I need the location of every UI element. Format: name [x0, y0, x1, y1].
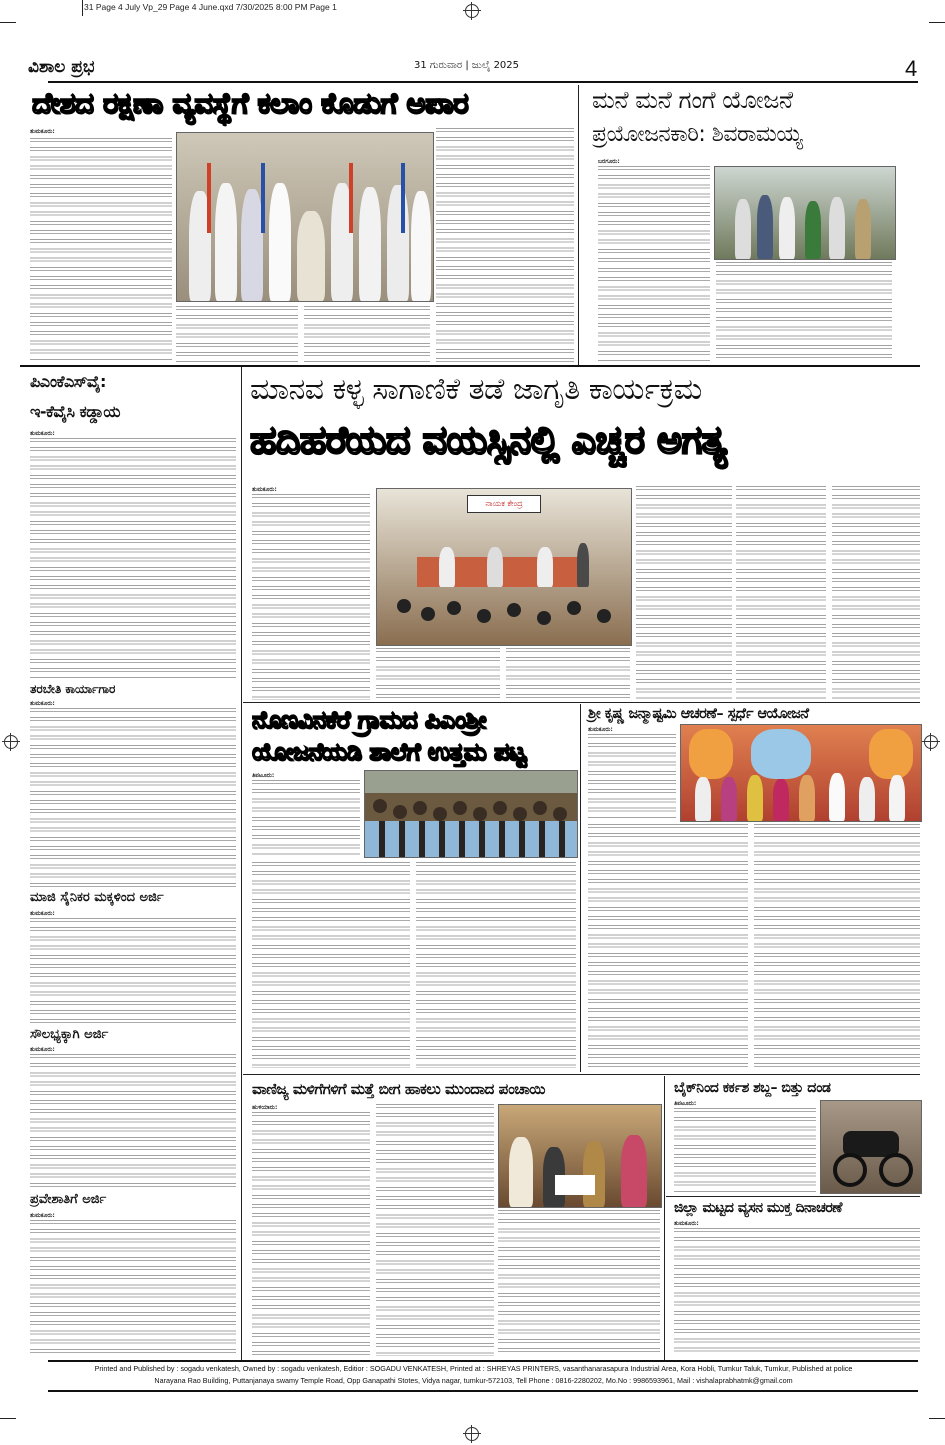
column-divider — [664, 1076, 665, 1362]
exsoldier-dateline: ತುಮಕೂರು: — [30, 910, 55, 917]
facility-headline: ಸೌಲಭ್ಯಕ್ಕಾಗಿ ಅರ್ಜಿ — [30, 1027, 109, 1042]
panchayat-body-col2 — [376, 1104, 494, 1356]
deaddiction-headline: ಜಿಲ್ಲಾ ಮಟ್ಟದ ವ್ಯಸನ ಮುಕ್ತ ದಿನಾಚರಣೆ — [674, 1200, 842, 1216]
deaddiction-body — [674, 1228, 920, 1356]
kalam-body-col4 — [436, 128, 574, 362]
ganga-photo — [714, 166, 896, 260]
registration-mark-icon — [465, 1427, 479, 1441]
panchayat-headline: ವಾಣಿಜ್ಯ ಮಳಿಗೆಗಳಿಗೆ ಮತ್ತೆ ಬೀಗ ಹಾಕಲು ಮುಂದಾದ ಪಂಚಾಯಿ — [252, 1080, 545, 1098]
school-body-col1a — [252, 780, 360, 856]
panchayat-photo — [498, 1104, 662, 1208]
facility-body — [30, 1054, 236, 1188]
bike-headline: ಬೈಕ್‌ನಿಂದ ಕರ್ಕಶ ಶಬ್ದ– ಬಿತ್ತು ದಂಡ — [674, 1080, 831, 1096]
section-rule — [20, 365, 920, 367]
imprint-footer — [26, 1363, 921, 1387]
registration-mark-icon — [465, 4, 479, 18]
trafficking-headline-line1: ಮಾನವ ಕಳ್ಳ ಸಾಗಾಣಿಕೆ ತಡೆ ಜಾಗೃತಿ ಕಾರ್ಯಕ್ರಮ — [250, 372, 702, 407]
kalam-dateline: ತುಮಕೂರು: — [30, 128, 55, 135]
pmkisan-dateline: ತುಮಕೂರು: — [30, 430, 55, 437]
ganga-dateline: ಬರಗೂರು: — [598, 158, 620, 165]
photo-banner: ನಾಯಕ ಕೇಂದ್ರ — [467, 495, 541, 513]
admission-body — [30, 1220, 236, 1356]
ganga-body-col1 — [598, 166, 710, 262]
pmkisan-headline-line1: ಪಿಎಂಕೆಎಸ್‌ವೈ: — [30, 372, 106, 391]
kalam-photo — [176, 132, 434, 302]
pmkisan-body — [30, 438, 236, 678]
exsoldier-headline: ಮಾಜಿ ಸೈನಿಕರ ಮಕ್ಕಳಿಂದ ಅರ್ಜಿ — [30, 890, 164, 905]
page-number: 4 — [905, 56, 918, 81]
trafficking-body-col5 — [736, 486, 826, 700]
panchayat-body-col3 — [498, 1210, 660, 1356]
panchayat-dateline: ಹುಳಿಯಾರು: — [252, 1104, 278, 1111]
crop-mark — [929, 1418, 945, 1419]
trafficking-body-col3 — [506, 648, 630, 700]
section-rule — [243, 1074, 920, 1075]
kalam-body-col2 — [176, 306, 298, 362]
admission-dateline: ತುಮಕೂರು: — [30, 1212, 55, 1219]
krishna-photo — [680, 724, 922, 822]
krishna-body-col1a — [588, 734, 676, 820]
krishna-body-col1 — [588, 824, 748, 1072]
panchayat-body-col1 — [252, 1112, 370, 1356]
column-divider — [578, 85, 579, 365]
school-body-col2 — [416, 862, 576, 1068]
registration-mark-icon — [924, 735, 938, 749]
training-headline: ತರಬೇತಿ ಕಾರ್ಯಾಗಾರ — [30, 682, 116, 696]
admission-headline: ಪ್ರವೇಶಾತಿಗೆ ಅರ್ಜಿ — [30, 1192, 107, 1207]
trafficking-headline-line2: ಹದಿಹರೆಯದ ವಯಸ್ಸಿನಲ್ಲಿ ಎಚ್ಚರ ಅಗತ್ಯ — [250, 418, 727, 462]
training-dateline: ತುಮಕೂರು: — [30, 700, 55, 707]
kalam-body-col1 — [30, 138, 172, 362]
deaddiction-dateline: ತುಮಕೂರು: — [674, 1220, 699, 1227]
krishna-headline: ಶ್ರೀ ಕೃಷ್ಣ ಜನ್ಮಾಷ್ಟಮಿ ಆಚರಣೆ– ಸ್ಪರ್ಧೆ ಆಯೋಜನೆ — [588, 706, 809, 722]
ganga-headline-line1: ಮನೆ ಮನೆ ಗಂಗೆ ಯೋಜನೆ — [592, 86, 793, 114]
bike-photo — [820, 1100, 922, 1194]
ganga-body-col3 — [716, 262, 892, 362]
trafficking-body-col1 — [252, 494, 370, 700]
trafficking-body-col4 — [636, 486, 732, 700]
column-divider — [580, 704, 581, 1072]
ganga-headline-line2: ಪ್ರಯೋಜನಕಾರಿ: ಶಿವರಾಮಯ್ಯ — [592, 122, 803, 147]
krishna-body-col2 — [754, 824, 920, 1072]
pmkisan-headline-line2: ಇ-ಕೆವೈಸಿ ಕಡ್ಡಾಯ — [30, 402, 121, 421]
print-slug: 31 Page 4 July Vp_29 Page 4 June.qxd 7/30/2025 8:00 PM Page 1 — [84, 2, 337, 12]
masthead-logo: ವಿಶಾಲ ಪ್ರಭ — [28, 57, 95, 77]
footer-rule-bottom — [48, 1390, 918, 1392]
krishna-dateline: ತುಮಕೂರು: — [588, 726, 613, 733]
school-headline-line1: ನೊಣವಿನಕೆರೆ ಗ್ರಾಮದ ಪಿಎಂಶ್ರೀ — [252, 706, 486, 734]
registration-mark-icon — [4, 735, 18, 749]
school-dateline: ತಿಪಟೂರು: — [252, 772, 275, 779]
kalam-body-col3 — [304, 306, 430, 362]
crop-mark — [82, 0, 83, 16]
column-divider — [241, 367, 242, 1362]
school-photo — [364, 770, 578, 858]
imprint-line-2: Narayana Rao Building, Puttanjanaya swamy Temple Road, Opp Ganapathi Stotes, Vidya nagar, tumkur-572103, Tell Phone : 0816-2280202, Mo.No : 9986593961, Mail : vishalaprabhatmk@gmail.com — [154, 1376, 793, 1385]
school-headline-line2: ಯೋಜನೆಯಡಿ ಶಾಲೆಗೆ ಉತ್ತಮ ಪಟ್ಟ — [252, 738, 526, 766]
crop-mark — [0, 1418, 16, 1419]
crop-mark — [929, 22, 945, 23]
bike-body — [674, 1108, 816, 1192]
kalam-headline: ದೇಶದ ರಕ್ಷಣಾ ವ್ಯವಸ್ಥೆಗೆ ಕಲಾಂ ಕೊಡುಗೆ ಅಪಾರ — [32, 86, 469, 120]
masthead-rule — [48, 81, 918, 83]
trafficking-photo — [376, 488, 632, 646]
training-body — [30, 708, 236, 888]
facility-dateline: ತುಮಕೂರು: — [30, 1046, 55, 1053]
trafficking-body-col6 — [832, 486, 920, 700]
school-body-col1 — [252, 862, 410, 1068]
bike-dateline: ತಿಪಟೂರು: — [674, 1100, 697, 1107]
section-rule — [666, 1196, 920, 1197]
crop-mark — [0, 22, 16, 23]
trafficking-dateline: ತುಮಕೂರು: — [252, 486, 277, 493]
exsoldier-body — [30, 918, 236, 1024]
issue-date: 31 ಗುರುವಾರ | ಜುಲೈ 2025 — [414, 60, 520, 71]
footer-rule-top — [48, 1360, 918, 1362]
ganga-body-col2 — [598, 268, 710, 362]
trafficking-body-col2 — [376, 648, 500, 700]
imprint-line-1: Printed and Published by : sogadu venkatesh, Owned by : sogadu venkatesh, Editior : SOGADU VENKATESH, Printed at : SHREYAS PRINTERS, vasanthanarasapura Industrial Area, Kora Hobli, Tumkur Taluk, Tumkur, Published at police — [94, 1364, 853, 1373]
section-rule — [243, 702, 920, 703]
